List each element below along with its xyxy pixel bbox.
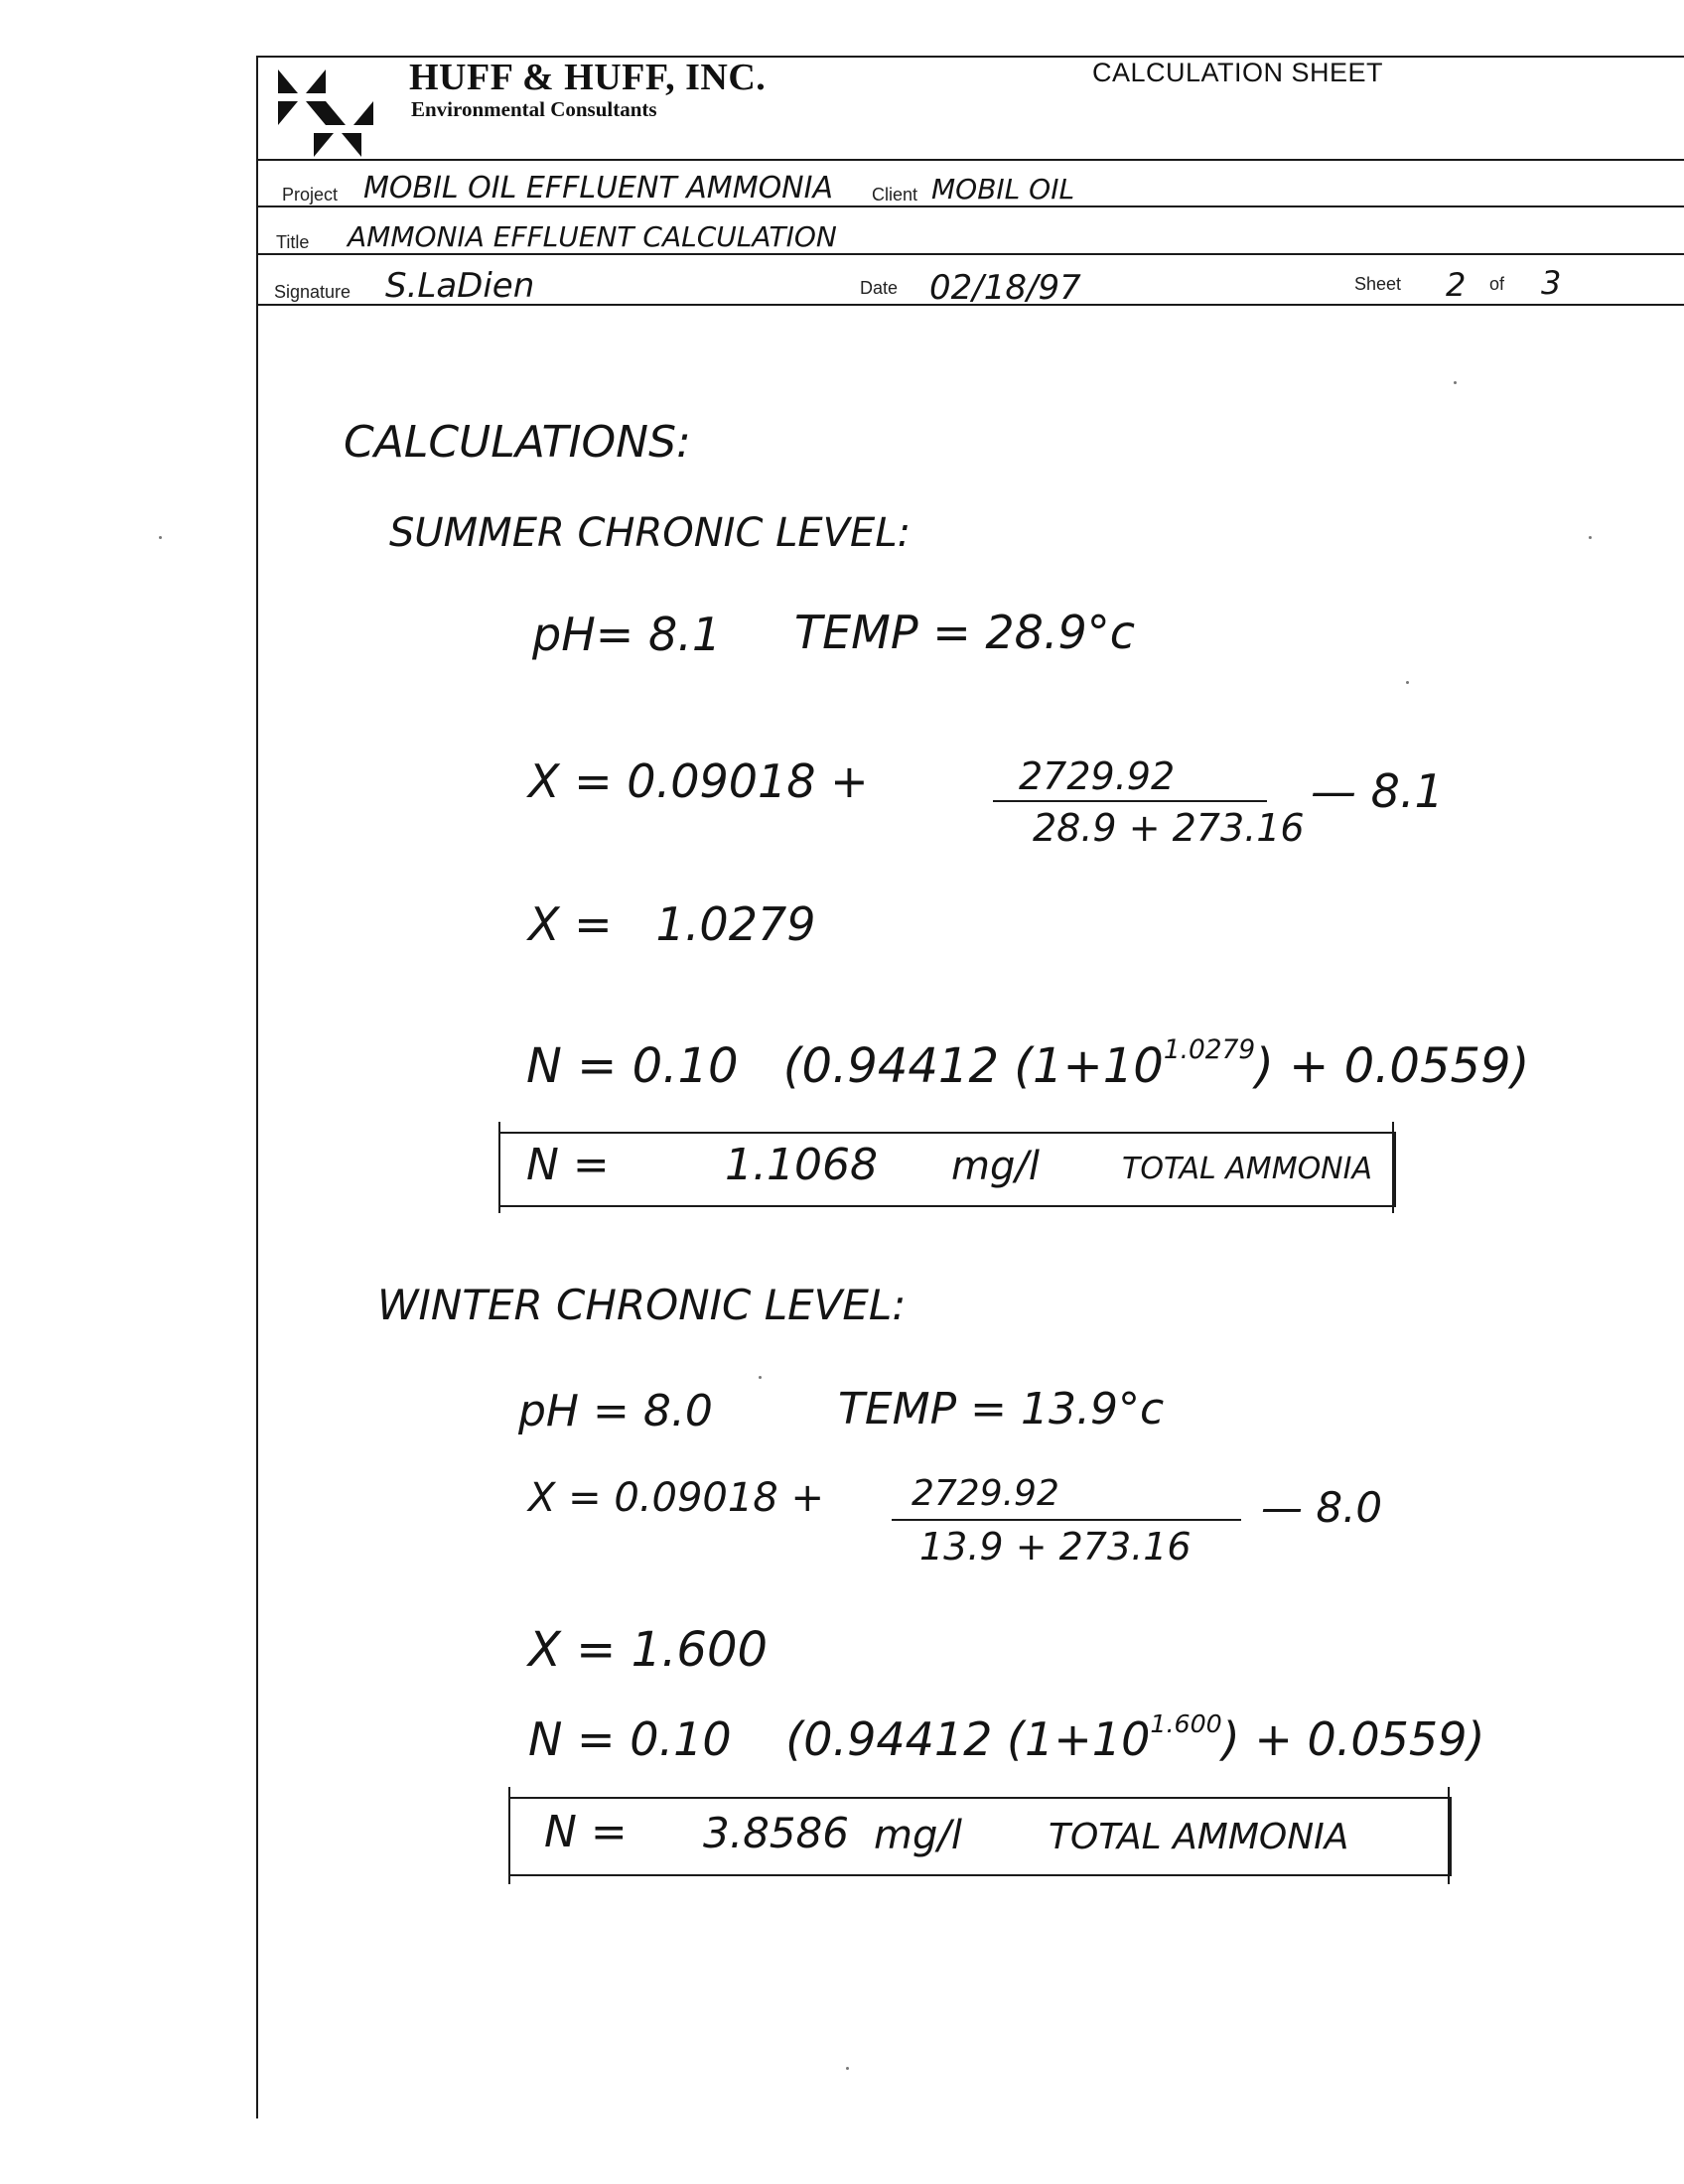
winter-n-lhs: N = 0.10 [528, 1711, 732, 1766]
winter-n-exponent: 1.600 [1150, 1709, 1222, 1738]
winter-fraction-line [892, 1519, 1241, 1521]
summer-ph: pH= 8.1 [532, 608, 722, 661]
left-margin-line [256, 56, 258, 2118]
signature-label: Signature [274, 282, 351, 302]
summer-result-label: TOTAL AMMONIA [1122, 1152, 1372, 1186]
title-row-rule [256, 253, 1684, 255]
winter-temp: TEMP = 13.9°c [838, 1384, 1165, 1434]
scan-speck [759, 1376, 762, 1379]
date-label: Date [860, 278, 899, 298]
winter-ph: pH = 8.0 [518, 1386, 713, 1436]
sheet-type-title: CALCULATION SHEET [1092, 58, 1384, 87]
calculations-heading: CALCULATIONS: [344, 417, 691, 468]
company-subtitle: Environmental Consultants [411, 97, 657, 121]
client-value: MOBIL OIL [931, 173, 1075, 205]
summer-x-tail: — 8.1 [1311, 764, 1444, 818]
scan-speck [1406, 681, 1409, 684]
sheet-of-label: of [1489, 274, 1505, 294]
scan-speck [846, 2067, 849, 2070]
summer-n-tail: ) + 0.0559) [1255, 1037, 1530, 1094]
signature-value: S.LaDien [385, 266, 535, 306]
summer-result-unit: mg/l [951, 1144, 1040, 1189]
winter-result-n: N = [544, 1807, 628, 1857]
summer-n-exponent: 1.0279 [1163, 1034, 1256, 1065]
winter-box-left-tick [508, 1787, 510, 1884]
scan-speck [159, 536, 162, 539]
scan-speck [1589, 536, 1592, 539]
scan-speck [1454, 381, 1457, 384]
winter-n-equation [528, 1709, 1484, 1766]
title-value: AMMONIA EFFLUENT CALCULATION [348, 220, 837, 253]
winter-x-tail: — 8.0 [1261, 1483, 1383, 1532]
project-row-rule [256, 205, 1684, 207]
project-label: Project [282, 185, 339, 205]
summer-n-lhs: N = 0.10 [526, 1037, 739, 1094]
summer-x-result: X = 1.0279 [528, 897, 816, 951]
summer-fraction-line [993, 800, 1267, 802]
summer-n-equation [526, 1034, 1529, 1094]
winter-result-unit: mg/l [874, 1813, 962, 1858]
summer-result-value: 1.1068 [725, 1140, 878, 1190]
winter-x-result: X = 1.600 [528, 1622, 769, 1678]
sheet-number: 2 [1446, 266, 1467, 304]
summer-x-lhs: X = 0.09018 + [528, 754, 869, 808]
winter-x-numerator: 2729.92 [912, 1473, 1059, 1514]
winter-n-tail: ) + 0.0559) [1221, 1711, 1485, 1766]
summer-box-right-tick [1392, 1122, 1394, 1213]
project-value: MOBIL OIL EFFLUENT AMMONIA [363, 171, 833, 205]
winter-box-right-tick [1448, 1787, 1450, 1884]
company-logo [274, 68, 389, 163]
winter-n-paren: (0.94412 (1+10 [785, 1711, 1151, 1766]
winter-x-denominator: 13.9 + 273.16 [919, 1525, 1192, 1569]
summer-x-denominator: 28.9 + 273.16 [1033, 806, 1305, 850]
company-name: HUFF & HUFF, INC. [409, 57, 767, 98]
title-label: Title [276, 232, 310, 252]
summer-x-numerator: 2729.92 [1019, 754, 1176, 798]
header-bottom-rule [256, 159, 1684, 161]
summer-box-left-tick [498, 1122, 500, 1213]
summer-result-n: N = [526, 1140, 610, 1190]
winter-heading: WINTER CHRONIC LEVEL: [377, 1281, 907, 1329]
winter-x-lhs: X = 0.09018 + [528, 1475, 824, 1521]
summer-temp: TEMP = 28.9°c [794, 606, 1136, 659]
winter-result-value: 3.8586 [703, 1809, 849, 1857]
sheet-total: 3 [1541, 264, 1562, 302]
winter-result-label: TOTAL AMMONIA [1049, 1817, 1349, 1857]
summer-n-paren: (0.94412 (1+10 [782, 1037, 1164, 1094]
summer-heading: SUMMER CHRONIC LEVEL: [389, 510, 912, 556]
sheet-label: Sheet [1354, 274, 1402, 294]
date-value: 02/18/97 [929, 268, 1081, 308]
client-label: Client [872, 185, 918, 205]
